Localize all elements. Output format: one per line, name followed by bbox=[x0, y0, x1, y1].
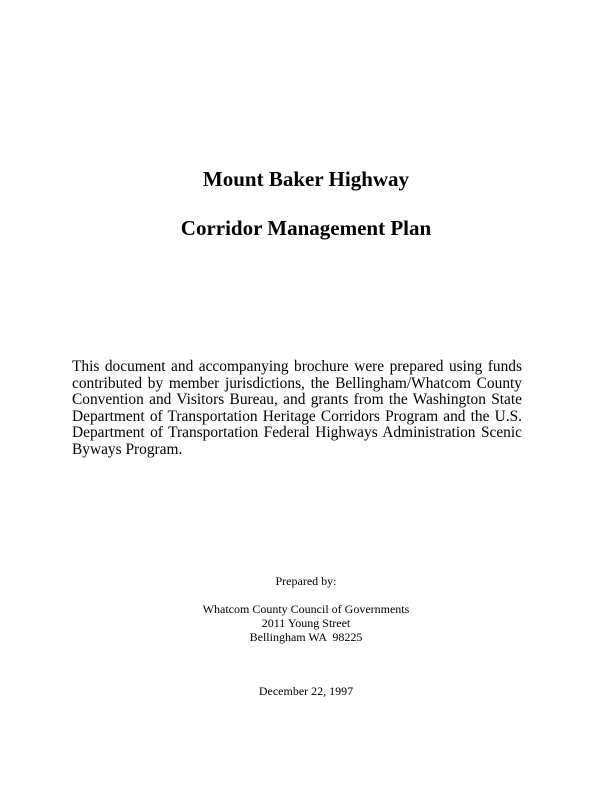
preparer-street: 2011 Young Street bbox=[261, 616, 351, 630]
title-line-1: Mount Baker Highway bbox=[202, 167, 410, 191]
preparer-organization: Whatcom County Council of Governments bbox=[202, 602, 410, 616]
funding-statement: This document and accompanying brochure were prepared using funds contributed by member jurisdictions, the Bellingham/Whatcom County Convention and Visitors Bureau, and grants from the Washington State Department of Transportation Heritage Corridors Program and the U.S. Department of Transportation Federal Highways Administration Scenic Byways Program. bbox=[72, 358, 522, 458]
document-date: December 22, 1997 bbox=[258, 684, 354, 698]
prepared-by-label: Prepared by: bbox=[275, 574, 337, 588]
preparer-city-state-zip: Bellingham WA 98225 bbox=[249, 630, 363, 644]
title-line-2: Corridor Management Plan bbox=[180, 216, 432, 240]
